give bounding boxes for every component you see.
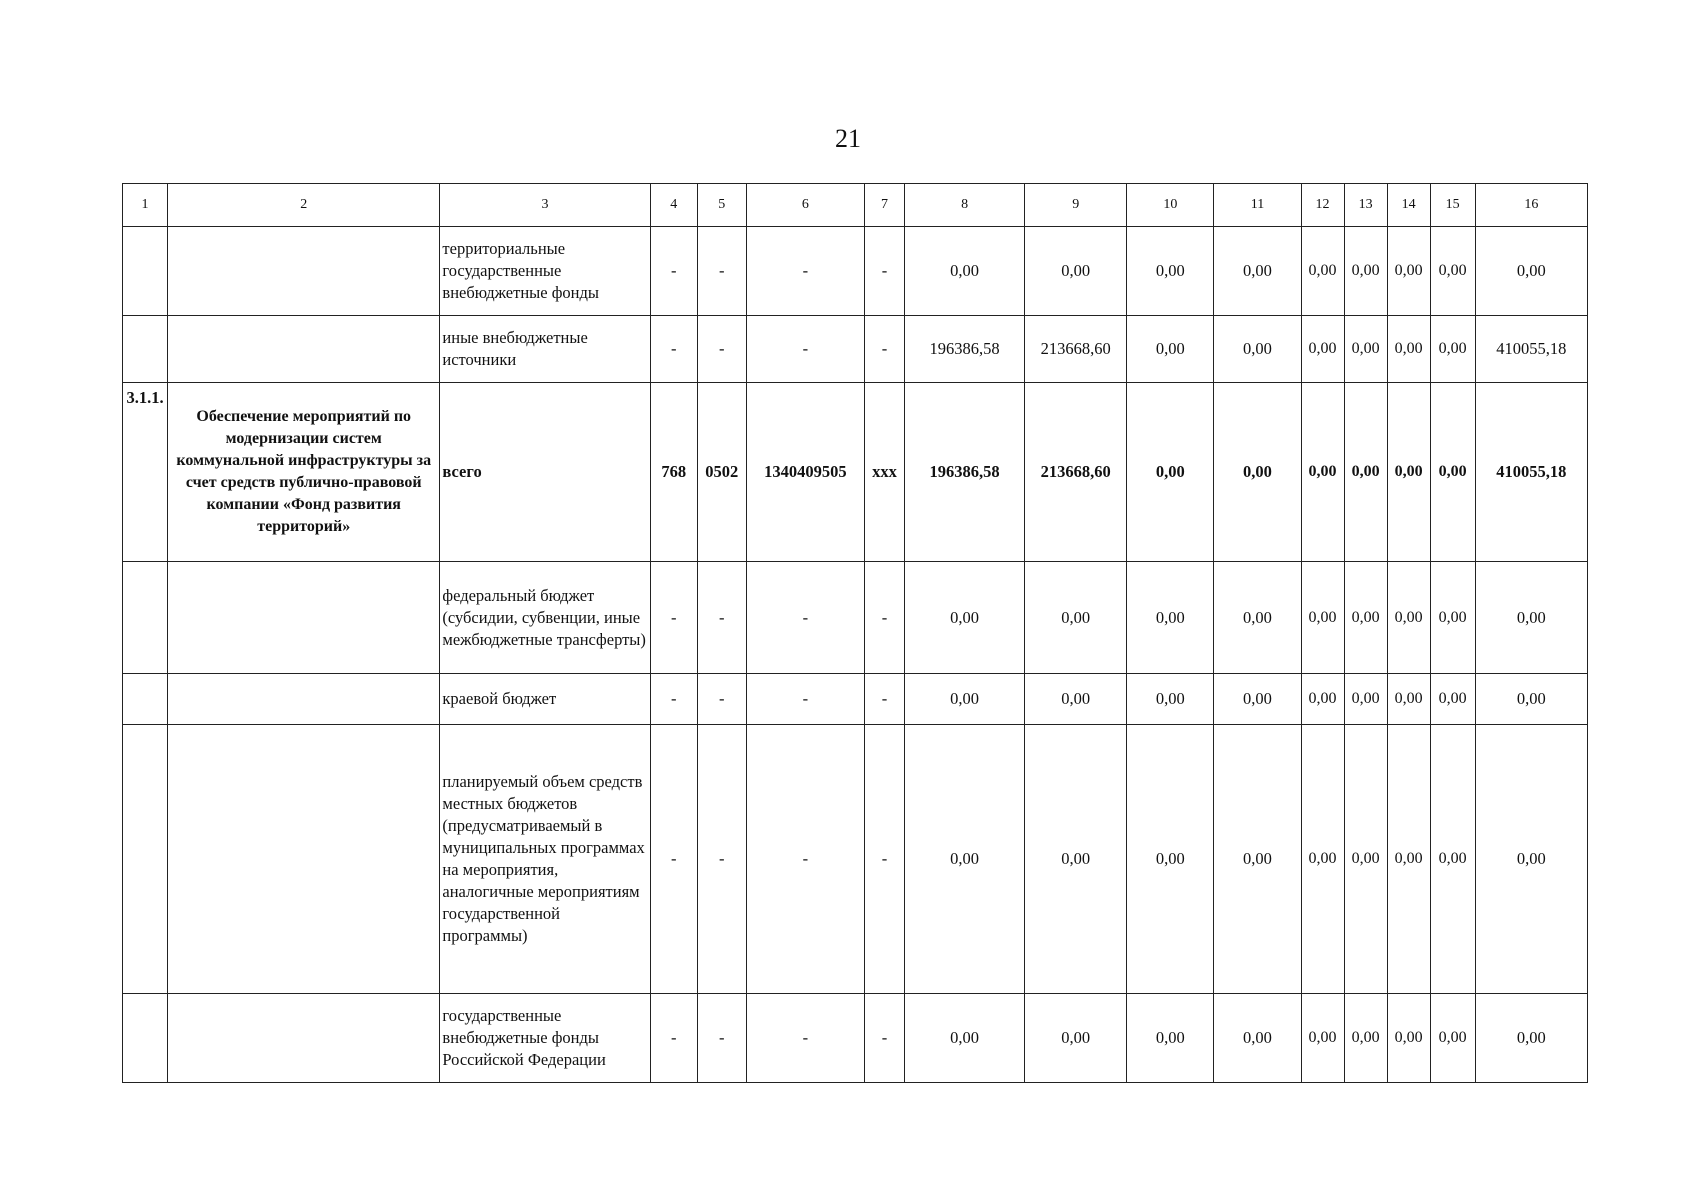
value-cell: 0,00 — [1430, 725, 1475, 994]
funding-source: государственные внебюджетные фонды Российской Федерации — [440, 994, 650, 1083]
funding-source: территориальные государственные внебюджетные фонды — [440, 227, 650, 316]
value-cell: - — [697, 725, 746, 994]
table-row — [123, 725, 1588, 994]
value-cell: 0,00 — [1344, 227, 1387, 316]
column-header: 8 — [905, 184, 1025, 227]
value-cell: - — [864, 227, 904, 316]
value-cell: 0,00 — [1127, 725, 1214, 994]
measure-name — [168, 994, 440, 1083]
value-cell: 0,00 — [1430, 227, 1475, 316]
value-cell: 0,00 — [1475, 994, 1587, 1083]
value-cell: 0,00 — [1430, 562, 1475, 674]
column-header: 2 — [168, 184, 440, 227]
value-cell: 410055,18 — [1475, 383, 1587, 562]
value-cell: 0,00 — [1301, 725, 1344, 994]
value-cell: 0,00 — [1214, 316, 1301, 383]
budget-table — [122, 183, 1588, 1083]
table-row — [123, 316, 1588, 383]
value-cell: 0,00 — [1301, 674, 1344, 725]
header-row — [123, 184, 1588, 227]
measure-name — [168, 562, 440, 674]
column-header: 1 — [123, 184, 168, 227]
value-cell: 0,00 — [1301, 316, 1344, 383]
value-cell: 0,00 — [1214, 674, 1301, 725]
value-cell: - — [697, 316, 746, 383]
value-cell: 0,00 — [1344, 994, 1387, 1083]
value-cell: - — [650, 227, 697, 316]
value-cell: 0,00 — [905, 227, 1025, 316]
value-cell: - — [864, 316, 904, 383]
funding-source: планируемый объем средств местных бюджетов (предусматриваемый в муниципальных программах на мероприятия, аналогичные мероприятиям государственной программы) — [440, 725, 650, 994]
value-cell: 0,00 — [1387, 227, 1430, 316]
value-cell: 0,00 — [1344, 316, 1387, 383]
value-cell: 0,00 — [905, 994, 1025, 1083]
value-cell: 0,00 — [1214, 994, 1301, 1083]
table-row — [123, 994, 1588, 1083]
column-header: 13 — [1344, 184, 1387, 227]
value-cell: - — [746, 674, 864, 725]
value-cell: 0,00 — [905, 562, 1025, 674]
value-cell: 0,00 — [1475, 674, 1587, 725]
row-number — [123, 316, 168, 383]
value-cell: 196386,58 — [905, 383, 1025, 562]
column-header: 11 — [1214, 184, 1301, 227]
value-cell: 0,00 — [1344, 562, 1387, 674]
value-cell: 0,00 — [1127, 316, 1214, 383]
value-cell: 0,00 — [1475, 725, 1587, 994]
value-cell: 410055,18 — [1475, 316, 1587, 383]
row-number — [123, 562, 168, 674]
funding-source: иные внебюджетные источники — [440, 316, 650, 383]
value-cell: - — [746, 725, 864, 994]
column-header: 9 — [1025, 184, 1127, 227]
value-cell: 0,00 — [1430, 316, 1475, 383]
value-cell: 0,00 — [1387, 994, 1430, 1083]
value-cell: 0,00 — [1025, 725, 1127, 994]
table-row — [123, 562, 1588, 674]
value-cell: - — [650, 674, 697, 725]
table-row — [123, 383, 1588, 562]
value-cell: - — [650, 725, 697, 994]
value-cell: 0,00 — [1387, 316, 1430, 383]
column-header: 3 — [440, 184, 650, 227]
value-cell: 0,00 — [1301, 383, 1344, 562]
value-cell: 0,00 — [1214, 227, 1301, 316]
row-number: 3.1.1. — [123, 383, 168, 562]
value-cell: 0,00 — [1387, 674, 1430, 725]
value-cell: - — [697, 227, 746, 316]
value-cell: 0,00 — [1025, 674, 1127, 725]
value-cell: 0,00 — [1214, 562, 1301, 674]
value-cell: 0,00 — [905, 725, 1025, 994]
column-header: 4 — [650, 184, 697, 227]
value-cell: - — [746, 562, 864, 674]
value-cell: 0,00 — [1025, 227, 1127, 316]
value-cell: 0,00 — [1025, 994, 1127, 1083]
value-cell: 0,00 — [1127, 994, 1214, 1083]
value-cell: - — [746, 316, 864, 383]
measure-name — [168, 227, 440, 316]
value-cell: 768 — [650, 383, 697, 562]
value-cell: - — [864, 674, 904, 725]
funding-source: федеральный бюджет (субсидии, субвенции, иные межбюджетные трансферты) — [440, 562, 650, 674]
column-header: 6 — [746, 184, 864, 227]
row-number — [123, 227, 168, 316]
column-header: 12 — [1301, 184, 1344, 227]
table-row — [123, 227, 1588, 316]
value-cell: 0,00 — [1301, 227, 1344, 316]
value-cell: 0,00 — [1301, 562, 1344, 674]
value-cell: - — [697, 562, 746, 674]
value-cell: 1340409505 — [746, 383, 864, 562]
funding-source: всего — [440, 383, 650, 562]
measure-name: Обеспечение мероприятий по модернизации систем коммунальной инфраструктуры за счет средств публично-правовой компании «Фонд развития территорий» — [168, 383, 440, 562]
value-cell: 0,00 — [1214, 725, 1301, 994]
row-number — [123, 674, 168, 725]
value-cell: 0,00 — [1127, 227, 1214, 316]
measure-name — [168, 316, 440, 383]
value-cell: - — [864, 994, 904, 1083]
value-cell: 0,00 — [1387, 383, 1430, 562]
value-cell: 0,00 — [1430, 674, 1475, 725]
value-cell: - — [864, 725, 904, 994]
value-cell: 0,00 — [1430, 383, 1475, 562]
value-cell: 0,00 — [1025, 562, 1127, 674]
value-cell: 0,00 — [1387, 562, 1430, 674]
value-cell: 0,00 — [1344, 674, 1387, 725]
value-cell: - — [650, 562, 697, 674]
row-number — [123, 994, 168, 1083]
value-cell: 0,00 — [905, 674, 1025, 725]
funding-source: краевой бюджет — [440, 674, 650, 725]
column-header: 14 — [1387, 184, 1430, 227]
column-header: 16 — [1475, 184, 1587, 227]
value-cell: 0,00 — [1127, 383, 1214, 562]
value-cell: 0,00 — [1214, 383, 1301, 562]
row-number — [123, 725, 168, 994]
value-cell: 0,00 — [1127, 674, 1214, 725]
value-cell: - — [697, 994, 746, 1083]
value-cell: 0,00 — [1127, 562, 1214, 674]
value-cell: 213668,60 — [1025, 383, 1127, 562]
value-cell: 0,00 — [1475, 562, 1587, 674]
value-cell: - — [697, 674, 746, 725]
value-cell: ххх — [864, 383, 904, 562]
value-cell: 0,00 — [1430, 994, 1475, 1083]
value-cell: 0,00 — [1475, 227, 1587, 316]
column-header: 15 — [1430, 184, 1475, 227]
value-cell: 0,00 — [1344, 725, 1387, 994]
value-cell: - — [650, 316, 697, 383]
value-cell: 213668,60 — [1025, 316, 1127, 383]
value-cell: 196386,58 — [905, 316, 1025, 383]
page-number: 21 — [835, 124, 861, 153]
column-header: 10 — [1127, 184, 1214, 227]
value-cell: 0,00 — [1301, 994, 1344, 1083]
value-cell: 0,00 — [1387, 725, 1430, 994]
column-header: 7 — [864, 184, 904, 227]
table-row — [123, 674, 1588, 725]
value-cell: - — [864, 562, 904, 674]
measure-name — [168, 674, 440, 725]
column-header: 5 — [697, 184, 746, 227]
value-cell: - — [746, 994, 864, 1083]
value-cell: 0,00 — [1344, 383, 1387, 562]
value-cell: - — [746, 227, 864, 316]
value-cell: 0502 — [697, 383, 746, 562]
measure-name — [168, 725, 440, 994]
value-cell: - — [650, 994, 697, 1083]
